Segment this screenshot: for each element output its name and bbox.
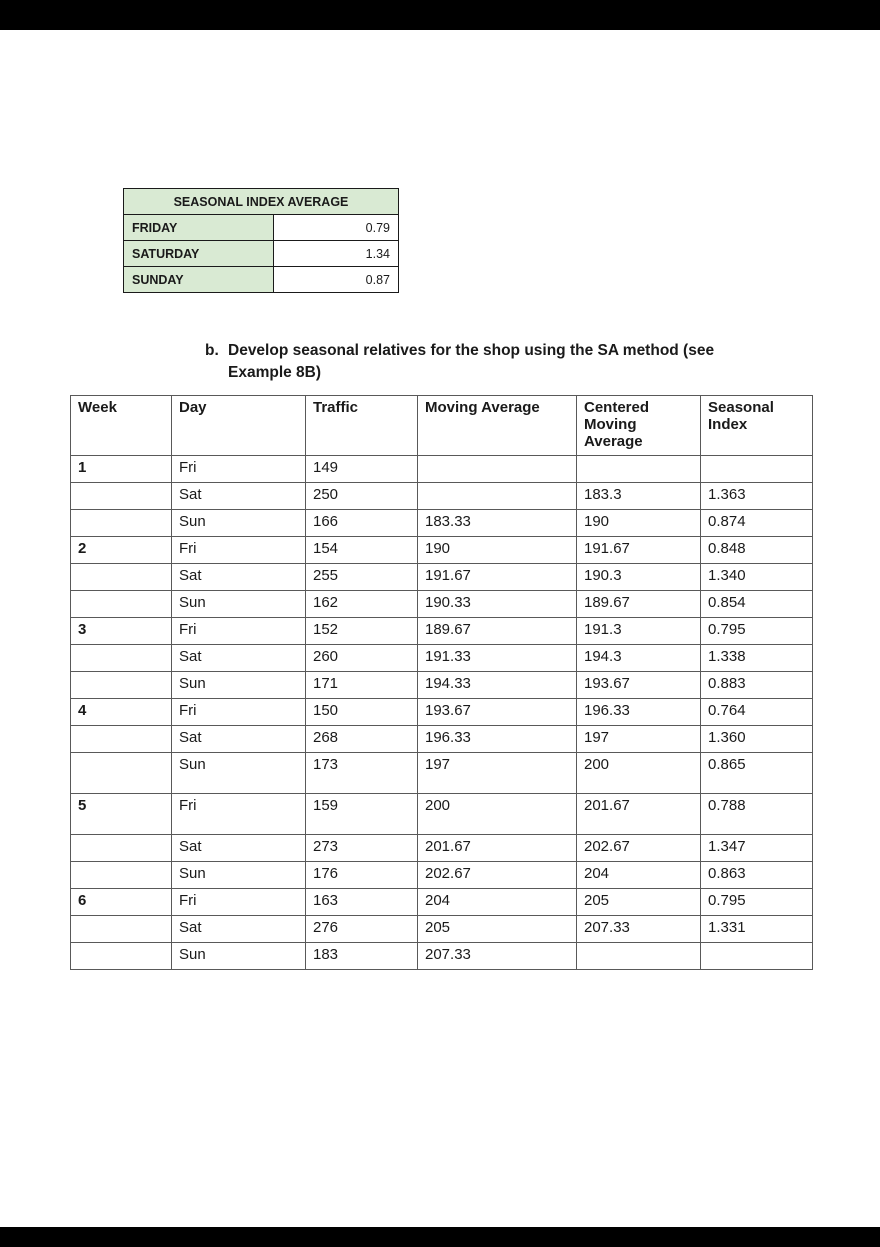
table-cell: 202.67 <box>418 862 577 889</box>
table-row <box>71 862 813 889</box>
table-cell: Sat <box>172 726 306 753</box>
table-cell: Fri <box>172 618 306 645</box>
question-line-2: Example 8B) <box>228 364 322 381</box>
table-cell <box>71 672 172 699</box>
table-cell: 1.347 <box>701 835 813 862</box>
table-cell: Sun <box>172 943 306 970</box>
table-cell: 0.854 <box>701 591 813 618</box>
table-cell: 191.3 <box>577 618 701 645</box>
table-cell: Sun <box>172 672 306 699</box>
table-row <box>124 215 399 241</box>
table-cell: 194.33 <box>418 672 577 699</box>
table-cell: 268 <box>306 726 418 753</box>
seasonal-index-table-body <box>124 215 399 293</box>
table-cell: 196.33 <box>577 699 701 726</box>
table-cell: 0.863 <box>701 862 813 889</box>
table-cell: 0.788 <box>701 794 813 835</box>
day-label-cell: FRIDAY <box>124 215 274 241</box>
table-cell: 207.33 <box>577 916 701 943</box>
table-cell: 0.848 <box>701 537 813 564</box>
table-cell: 189.67 <box>418 618 577 645</box>
table-cell: 194.3 <box>577 645 701 672</box>
table-cell: 173 <box>306 753 418 794</box>
table-cell: Sun <box>172 862 306 889</box>
table-cell: Fri <box>172 794 306 835</box>
table-cell: 193.67 <box>577 672 701 699</box>
table-cell: 1.360 <box>701 726 813 753</box>
table-cell <box>71 726 172 753</box>
question-text <box>228 340 714 384</box>
table-cell <box>71 753 172 794</box>
table-cell <box>701 456 813 483</box>
table-cell: 197 <box>577 726 701 753</box>
table-cell: 176 <box>306 862 418 889</box>
header-row <box>71 396 813 456</box>
table-cell: 171 <box>306 672 418 699</box>
table-cell <box>71 916 172 943</box>
table-row <box>124 241 399 267</box>
table-cell: Fri <box>172 537 306 564</box>
table-cell: Sun <box>172 753 306 794</box>
table-row <box>71 699 813 726</box>
table-cell <box>701 943 813 970</box>
column-header: Day <box>172 396 306 456</box>
table-cell <box>71 943 172 970</box>
table-cell: 190.3 <box>577 564 701 591</box>
table-cell: Sat <box>172 564 306 591</box>
table-cell: Sat <box>172 645 306 672</box>
sa-method-table <box>70 395 813 970</box>
column-header: Moving Average <box>418 396 577 456</box>
table-row <box>71 645 813 672</box>
table-cell <box>418 483 577 510</box>
table-cell: 152 <box>306 618 418 645</box>
table-cell: 200 <box>577 753 701 794</box>
table-cell: 0.764 <box>701 699 813 726</box>
table-cell: 1 <box>71 456 172 483</box>
table-cell: Fri <box>172 889 306 916</box>
table-cell: 183.3 <box>577 483 701 510</box>
table-cell: 162 <box>306 591 418 618</box>
table-cell: 190 <box>577 510 701 537</box>
table-cell: 201.67 <box>418 835 577 862</box>
table-cell: Sun <box>172 591 306 618</box>
day-label-cell: SUNDAY <box>124 267 274 293</box>
table-cell: 250 <box>306 483 418 510</box>
bottom-black-bar <box>0 1227 880 1247</box>
table-row <box>71 672 813 699</box>
table-cell <box>71 645 172 672</box>
table-cell: 0.795 <box>701 889 813 916</box>
table-cell: 149 <box>306 456 418 483</box>
table-cell: 205 <box>577 889 701 916</box>
table-cell: 159 <box>306 794 418 835</box>
table-cell: 3 <box>71 618 172 645</box>
table-cell: 0.883 <box>701 672 813 699</box>
table-cell: 197 <box>418 753 577 794</box>
table-cell: 1.331 <box>701 916 813 943</box>
table-cell: 201.67 <box>577 794 701 835</box>
main-table-body <box>71 456 813 970</box>
table-cell <box>71 483 172 510</box>
table-row <box>124 267 399 293</box>
table-cell: 0.795 <box>701 618 813 645</box>
table-cell: Sat <box>172 916 306 943</box>
table-cell: 189.67 <box>577 591 701 618</box>
table-cell: Sun <box>172 510 306 537</box>
table-cell: 1.338 <box>701 645 813 672</box>
table-cell: 202.67 <box>577 835 701 862</box>
table-cell: Sat <box>172 835 306 862</box>
table-cell: 4 <box>71 699 172 726</box>
question-b <box>205 340 825 384</box>
table-cell <box>577 943 701 970</box>
question-marker: b. <box>205 342 219 359</box>
index-value-cell: 0.79 <box>274 215 399 241</box>
table-cell: 200 <box>418 794 577 835</box>
table-cell <box>418 456 577 483</box>
table-row <box>71 591 813 618</box>
table-cell <box>71 835 172 862</box>
index-value-cell: 1.34 <box>274 241 399 267</box>
table-cell: 1.363 <box>701 483 813 510</box>
table-row <box>71 943 813 970</box>
table-cell: 0.865 <box>701 753 813 794</box>
table-cell: 191.67 <box>418 564 577 591</box>
table-row <box>71 456 813 483</box>
column-header: Centered Moving Average <box>577 396 701 456</box>
seasonal-index-average-table <box>123 188 399 293</box>
table-row <box>71 753 813 794</box>
table-cell: 5 <box>71 794 172 835</box>
table-cell: Sat <box>172 483 306 510</box>
table-cell: 204 <box>577 862 701 889</box>
table-row <box>71 564 813 591</box>
table-cell: 255 <box>306 564 418 591</box>
table-cell: Fri <box>172 699 306 726</box>
table-cell: 205 <box>418 916 577 943</box>
table-cell: 276 <box>306 916 418 943</box>
column-header: Week <box>71 396 172 456</box>
table-cell <box>577 456 701 483</box>
table-cell: 190.33 <box>418 591 577 618</box>
seasonal-index-table-title: SEASONAL INDEX AVERAGE <box>124 189 399 215</box>
column-header: Traffic <box>306 396 418 456</box>
table-cell: 166 <box>306 510 418 537</box>
table-cell: 204 <box>418 889 577 916</box>
table-cell: 190 <box>418 537 577 564</box>
index-value-cell: 0.87 <box>274 267 399 293</box>
table-cell <box>71 510 172 537</box>
table-cell <box>71 591 172 618</box>
table-row <box>71 835 813 862</box>
table-row <box>71 618 813 645</box>
table-cell: 6 <box>71 889 172 916</box>
table-row <box>71 510 813 537</box>
table-cell: 1.340 <box>701 564 813 591</box>
table-cell: Fri <box>172 456 306 483</box>
table-row <box>124 189 399 215</box>
table-row <box>71 889 813 916</box>
table-row <box>71 726 813 753</box>
table-cell <box>71 564 172 591</box>
table-cell: 0.874 <box>701 510 813 537</box>
top-black-bar <box>0 0 880 30</box>
column-header: Seasonal Index <box>701 396 813 456</box>
table-cell: 193.67 <box>418 699 577 726</box>
table-cell: 207.33 <box>418 943 577 970</box>
table-cell: 191.67 <box>577 537 701 564</box>
table-row <box>71 483 813 510</box>
table-cell: 183.33 <box>418 510 577 537</box>
table-cell: 150 <box>306 699 418 726</box>
table-cell: 191.33 <box>418 645 577 672</box>
table-row <box>71 916 813 943</box>
table-row <box>71 794 813 835</box>
table-cell: 260 <box>306 645 418 672</box>
question-line-1: Develop seasonal relatives for the shop using the SA method (see <box>228 342 715 359</box>
day-label-cell: SATURDAY <box>124 241 274 267</box>
table-cell: 273 <box>306 835 418 862</box>
table-cell: 163 <box>306 889 418 916</box>
table-cell: 2 <box>71 537 172 564</box>
table-cell: 154 <box>306 537 418 564</box>
table-row <box>71 537 813 564</box>
table-cell <box>71 862 172 889</box>
table-cell: 196.33 <box>418 726 577 753</box>
table-cell: 183 <box>306 943 418 970</box>
